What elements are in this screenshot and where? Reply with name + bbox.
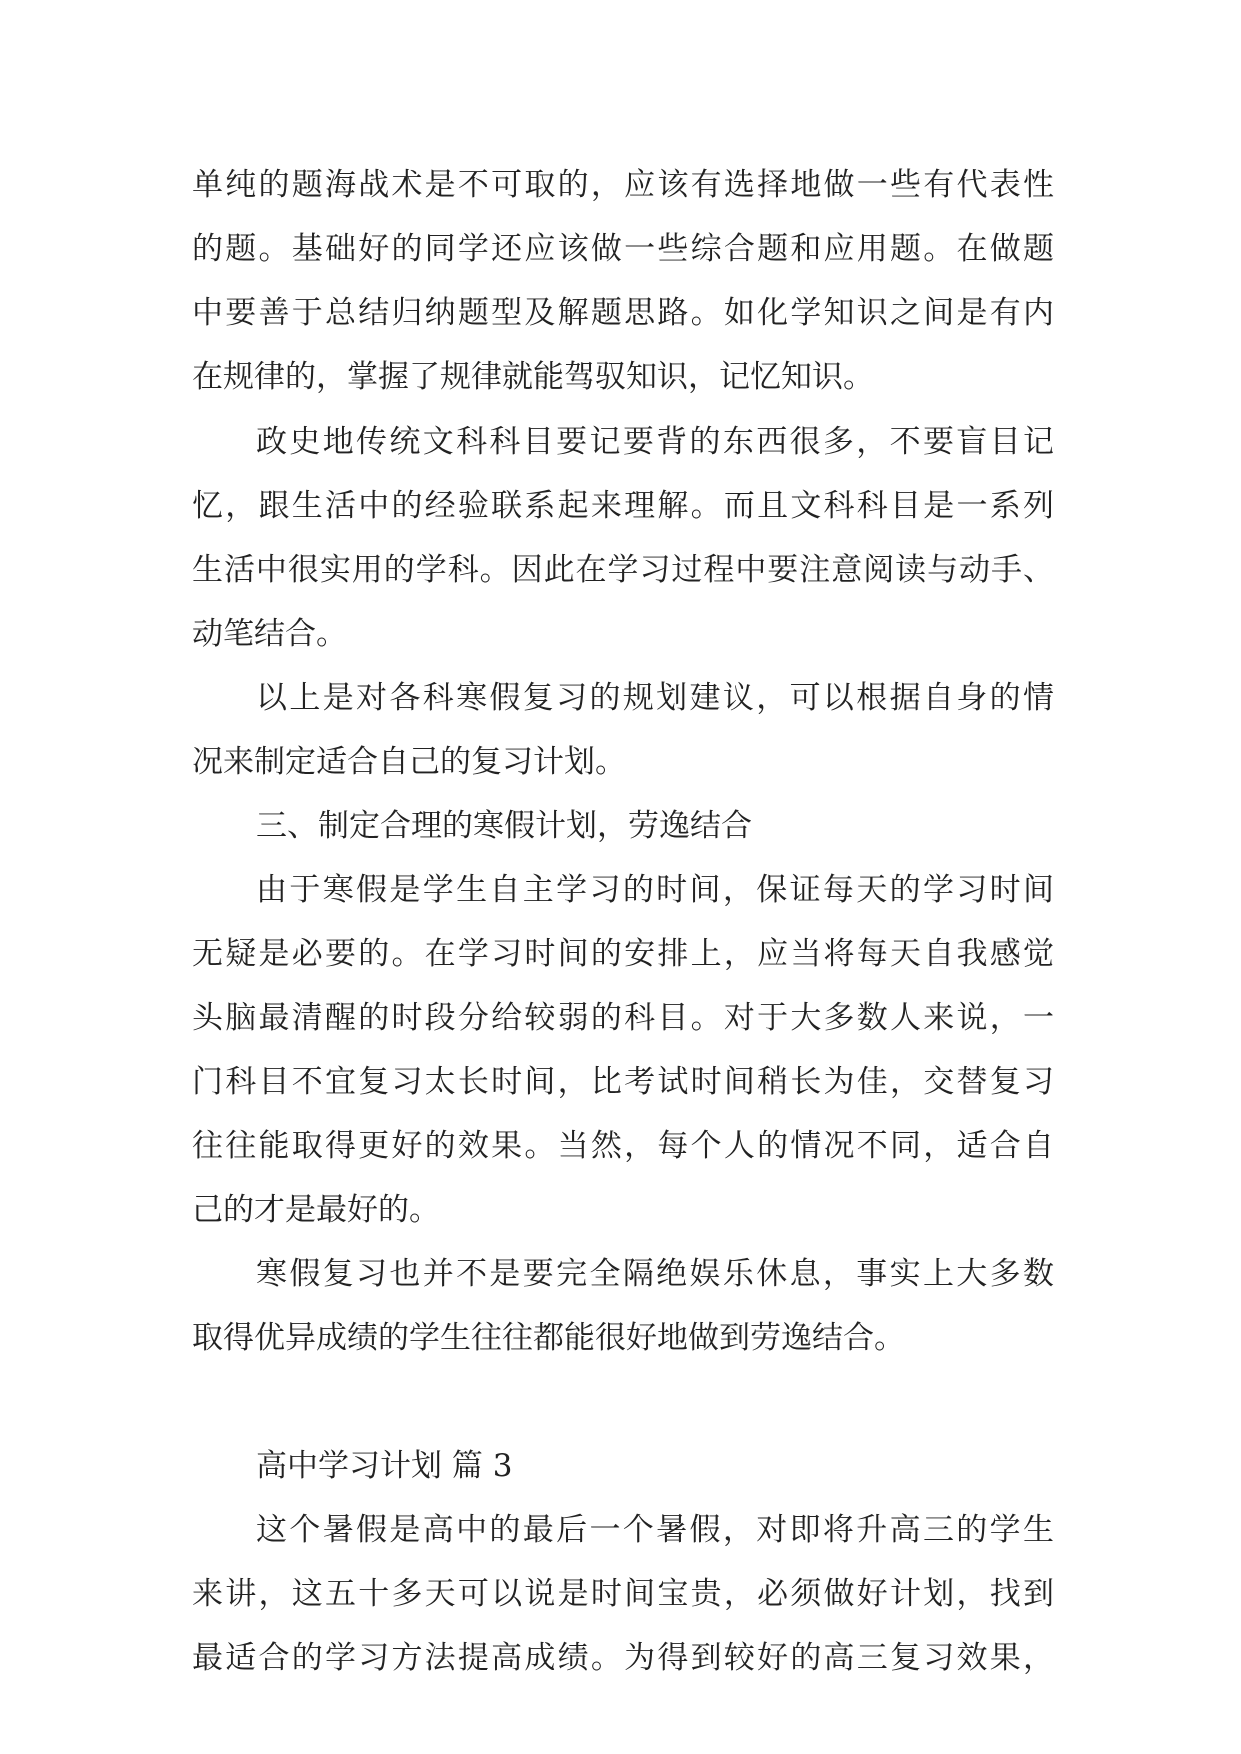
paragraph-line: 忆，跟生活中的经验联系起来理解。而且文科科目是一系列 — [192, 488, 1054, 524]
paragraph-line: 中要善于总结归纳题型及解题思路。如化学知识之间是有内 — [192, 295, 1054, 331]
paragraph-line: 门科目不宜复习太长时间，比考试时间稍长为佳，交替复习 — [192, 1064, 1054, 1100]
paragraph-line: 以上是对各科寒假复习的规划建议，可以根据自身的情 — [256, 680, 1054, 716]
paragraph-line: 取得优异成绩的学生往往都能很好地做到劳逸结合。 — [192, 1320, 905, 1356]
section-heading: 三、制定合理的寒假计划，劳逸结合 — [256, 808, 752, 844]
paragraph-line: 这个暑假是高中的最后一个暑假，对即将升高三的学生 — [256, 1512, 1054, 1548]
paragraph-line: 的题。基础好的同学还应该做一些综合题和应用题。在做题 — [192, 231, 1054, 267]
paragraph-line: 寒假复习也并不是要完全隔绝娱乐休息，事实上大多数 — [256, 1256, 1054, 1292]
paragraph-line: 在规律的，掌握了规律就能驾驭知识，记忆知识。 — [192, 359, 874, 395]
paragraph-line: 无疑是必要的。在学习时间的安排上，应当将每天自我感觉 — [192, 936, 1054, 972]
paragraph-line: 单纯的题海战术是不可取的，应该有选择地做一些有代表性 — [192, 167, 1054, 203]
paragraph-line: 往往能取得更好的效果。当然，每个人的情况不同，适合自 — [192, 1128, 1054, 1164]
paragraph-line: 政史地传统文科科目要记要背的东西很多，不要盲目记 — [256, 424, 1054, 460]
paragraph-line: 最适合的学习方法提高成绩。为得到较好的高三复习效果， — [192, 1640, 1054, 1676]
paragraph-line: 由于寒假是学生自主学习的时间，保证每天的学习时间 — [256, 872, 1054, 908]
paragraph-line: 来讲，这五十多天可以说是时间宝贵，必须做好计划，找到 — [192, 1576, 1054, 1612]
paragraph-line: 头脑最清醒的时段分给较弱的科目。对于大多数人来说，一 — [192, 1000, 1054, 1036]
paragraph-line: 动笔结合。 — [192, 616, 347, 652]
paragraph-line: 况来制定适合自己的复习计划。 — [192, 744, 626, 780]
paragraph-line: 己的才是最好的。 — [192, 1192, 440, 1228]
paragraph-line: 生活中很实用的学科。因此在学习过程中要注意阅读与动手、 — [192, 552, 1054, 588]
article-heading: 高中学习计划 篇 3 — [256, 1448, 513, 1484]
